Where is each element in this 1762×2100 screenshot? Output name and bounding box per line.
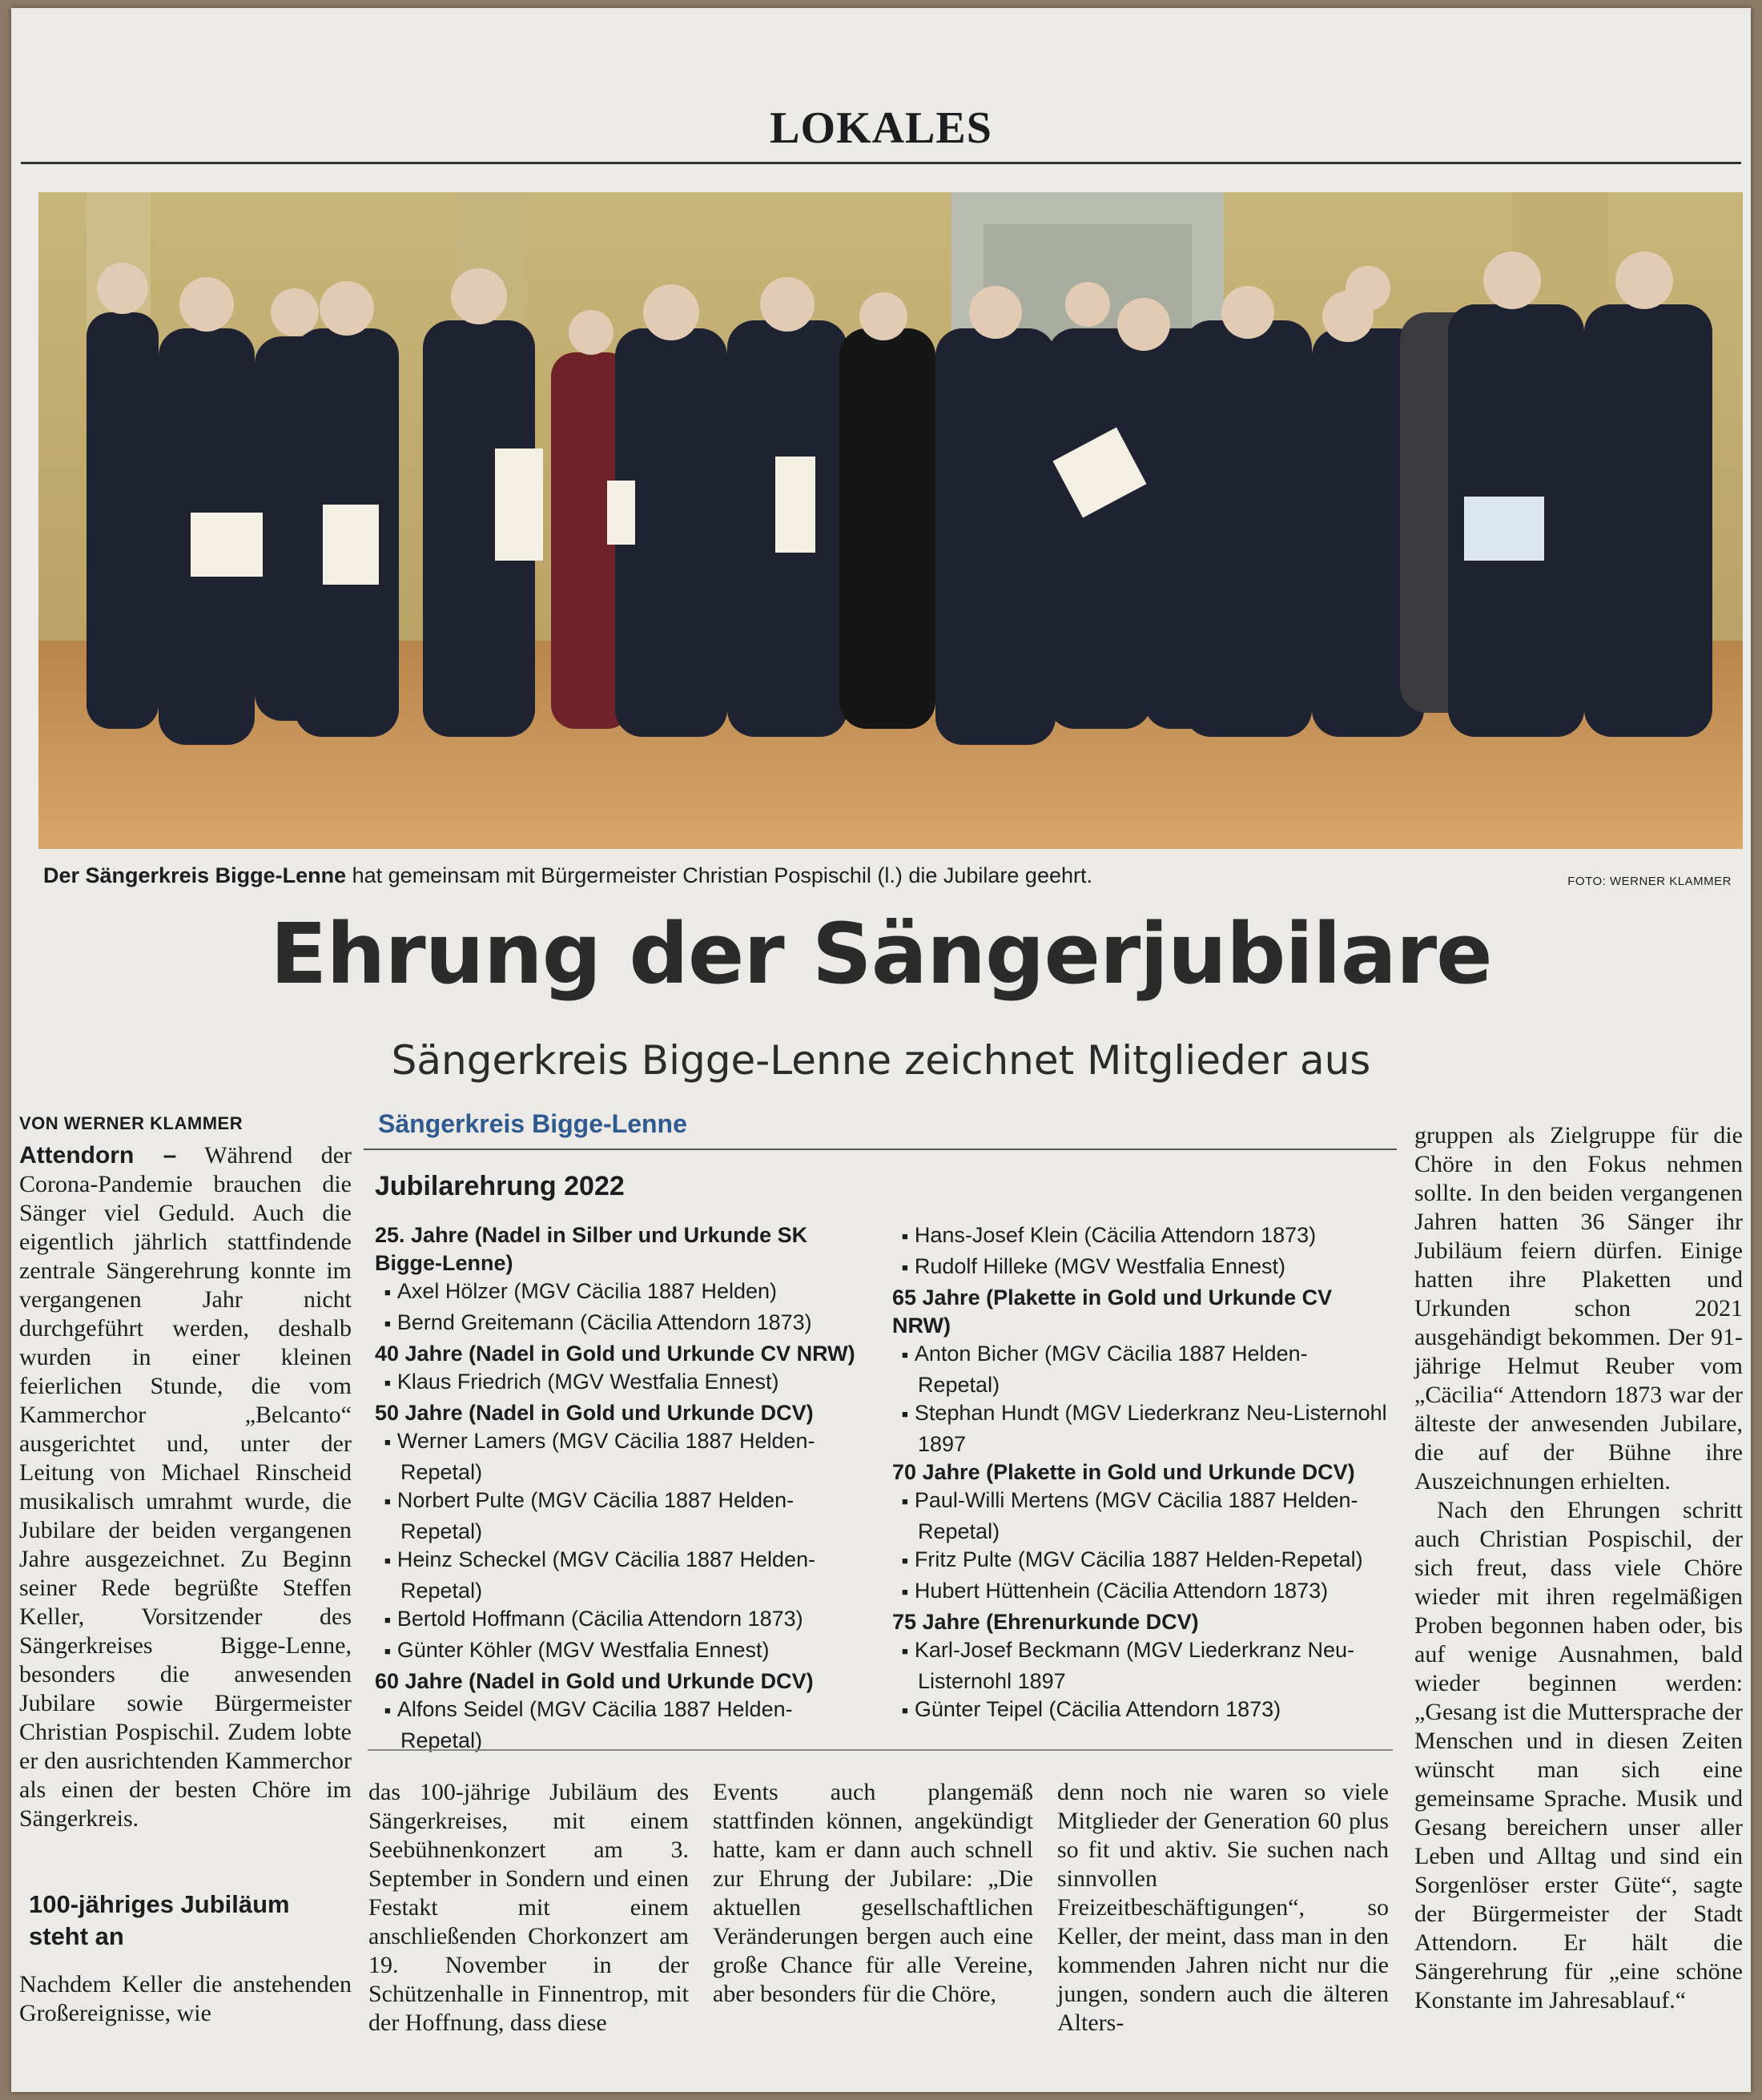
honoree-entry: ■ Karl-Josef Beckmann (MGV Liederkranz Neu-Listernohl 1897 <box>892 1636 1389 1696</box>
col1-text-continued: Nachdem Keller die anstehenden Großereignisse, wie <box>19 1971 352 2026</box>
honoree-entry: ■ Günter Köhler (MGV Westfalia Ennest) <box>375 1636 871 1668</box>
honoree-entry: ■ Stephan Hundt (MGV Liederkranz Neu-Listernohl 1897 <box>892 1399 1389 1458</box>
header-rule <box>21 162 1741 164</box>
honoree-category: 65 Jahre (Plakette in Gold und Urkunde CV NRW) <box>892 1285 1333 1338</box>
honoree-list-left <box>375 1221 871 1755</box>
group-photo <box>38 192 1743 849</box>
honoree-entry: ■ Anton Bicher (MGV Cäcilia 1887 Helden-Repetal) <box>892 1340 1389 1399</box>
col5-paragraph-1: gruppen als Zielgruppe für die Chöre in den Fokus nehmen sollte. In den beiden vergangenen Jahren hatten 36 Sänger ihr Jubiläum feiern dürfen. Einige hatten ihre Plaketten und Urkunden schon 2021 ausgehändigt bekommen. Der 91-jährige Helmut Reuber vom „Cäcilia“ Attendorn 1873 war der älteste der anwesenden Jubilare, die auf der Bühne ihre Auszeichnungen erhielten. <box>1414 1122 1743 1495</box>
subheadline: Sängerkreis Bigge-Lenne zeichnet Mitglieder aus <box>391 1037 1371 1084</box>
honoree-entry: ■ Heinz Scheckel (MGV Cäcilia 1887 Helden-Repetal) <box>375 1546 871 1605</box>
honoree-entry: ■ Norbert Pulte (MGV Cäcilia 1887 Helden-Repetal) <box>375 1486 871 1546</box>
honoree-entry: ■ Hubert Hüttenhein (Cäcilia Attendorn 1873) <box>892 1577 1389 1608</box>
honoree-entry: ■ Paul-Willi Mertens (MGV Cäcilia 1887 Helden-Repetal) <box>892 1486 1389 1546</box>
box-title: Sängerkreis Bigge-Lenne <box>378 1109 687 1138</box>
honoree-entry: ■ Bernd Greitemann (Cäcilia Attendorn 1873) <box>375 1309 871 1340</box>
honoree-category: 60 Jahre (Nadel in Gold und Urkunde DCV) <box>375 1669 814 1693</box>
box-bottom-rule <box>368 1749 1393 1751</box>
group-photo-image <box>38 192 1743 849</box>
photo-caption <box>43 863 1092 888</box>
col5-paragraph-2: Nach den Ehrungen schritt auch Christian Pospischil, der sich freut, dass viele Chöre wieder mit ihren regelmäßigen Proben begonnen haben oder, bis auf wenige Ausnahmen, bald wieder beginnen werden: „Gesang ist die Muttersprache der Menschen und in diesen Zeiten wünscht man sich eine gemeinsame Sprache. Musik und Gesang bereichern unser aller Leben und Alltag und sind ein Sorgenlöser erster Güte“, sagte der Bürgermeister der Stadt Attendorn. Er hält die Sängerehrung für „eine schöne Konstante im Jahresablauf.“ <box>1414 1497 1743 2014</box>
headline: Ehrung der Sängerjubilare <box>270 905 1492 1003</box>
honoree-entry: ■ Axel Hölzer (MGV Cäcilia 1887 Helden) <box>375 1277 871 1309</box>
honoree-category: 70 Jahre (Plakette in Gold und Urkunde DCV) <box>892 1460 1355 1484</box>
honoree-entry: ■ Fritz Pulte (MGV Cäcilia 1887 Helden-Repetal) <box>892 1546 1389 1577</box>
article-column-5 <box>1414 1121 1743 2015</box>
honoree-entry: ■ Werner Lamers (MGV Cäcilia 1887 Helden-Repetal) <box>375 1427 871 1486</box>
caption-bold: Der Sängerkreis Bigge-Lenne <box>43 863 347 887</box>
dateline: Attendorn – <box>19 1142 177 1169</box>
honoree-entry: ■ Alfons Seidel (MGV Cäcilia 1887 Helden-Repetal) <box>375 1696 871 1755</box>
honoree-category: 25. Jahre (Nadel in Silber und Urkunde SK Bigge-Lenne) <box>375 1223 808 1275</box>
honoree-category: 50 Jahre (Nadel in Gold und Urkunde DCV) <box>375 1401 814 1425</box>
honoree-entry: ■ Hans-Josef Klein (Cäcilia Attendorn 1873) <box>892 1221 1389 1253</box>
article-column-1 <box>19 1141 352 1833</box>
caption-text: hat gemeinsam mit Bürgermeister Christian Pospischil (l.) die Jubilare geehrt. <box>346 863 1092 887</box>
honoree-entry: ■ Bertold Hoffmann (Cäcilia Attendorn 1873) <box>375 1605 871 1636</box>
box-rule <box>364 1149 1397 1150</box>
honoree-list-right <box>892 1221 1389 1727</box>
article-column-2: das 100-jährige Jubiläum des Sängerkreises, mit einem Seebühnenkonzert am 3. September in Sondern und einen Festakt mit einem anschließenden Chorkonzert am 19. November in der Schützenhalle in Finnentrop, mit der Hoffnung, dass diese <box>368 1779 689 2036</box>
col1-text: Während der Corona-Pandemie brauchen die Sänger viel Geduld. Auch die eigentlich jährlich stattfindende zentrale Sängerehrung konnte im vergangenen Jahr nicht durchgeführt werden, deshalb wurden in einer kleinen feierlichen Stunde, die vom Kammerchor „Belcanto“ ausgerichtet und, unter der Leitung von Michael Rinscheid musikalisch umrahmt wurde, die Jubilare der beiden vergangenen Jahre ausgezeichnet. Zu Beginn seiner Rede begrüßte Steffen Keller, Vorsitzender des Sängerkreises Bigge-Lenne, besonders die anwesenden Jubilare sowie Bürgermeister Christian Pospischil. Zudem lobte er den ausrichtenden Kammerchor als einen der besten Chöre im Sängerkreis. <box>19 1142 352 1832</box>
subheading: 100-jähriges Jubiläum steht an <box>29 1890 290 1950</box>
article-column-4: denn noch nie waren so viele Mitglieder der Generation 60 plus so fit und aktiv. Sie suchen nach sinnvollen Freizeitbeschäftigungen“, so Keller, der meint, dass man in den kommenden Jahren nicht nur die jungen, sondern auch die älteren Alters- <box>1057 1779 1389 2036</box>
photo-credit: FOTO: WERNER KLAMMER <box>1567 875 1732 888</box>
newspaper-page <box>11 8 1751 2092</box>
box-subtitle: Jubilarehrung 2022 <box>375 1171 625 1201</box>
honoree-entry: ■ Günter Teipel (Cäcilia Attendorn 1873) <box>892 1696 1389 1727</box>
article-column-3: Events auch plangemäß stattfinden können, angekündigt hatte, kam er dann auch schnell zur Ehrung der Jubilare: „Die aktuellen gesellschaftlichen Veränderungen bergen auch eine große Chance für alle Vereine, aber besonders für die Chöre, <box>713 1779 1033 2007</box>
section-title: LOKALES <box>770 103 992 153</box>
honoree-category: 40 Jahre (Nadel in Gold und Urkunde CV NRW) <box>375 1342 855 1366</box>
byline: VON WERNER KLAMMER <box>19 1113 243 1133</box>
honoree-category: 75 Jahre (Ehrenurkunde DCV) <box>892 1610 1199 1634</box>
honoree-box <box>364 1109 1397 1752</box>
honoree-entry: ■ Rudolf Hilleke (MGV Westfalia Ennest) <box>892 1253 1389 1284</box>
honoree-entry: ■ Klaus Friedrich (MGV Westfalia Ennest) <box>375 1368 871 1399</box>
